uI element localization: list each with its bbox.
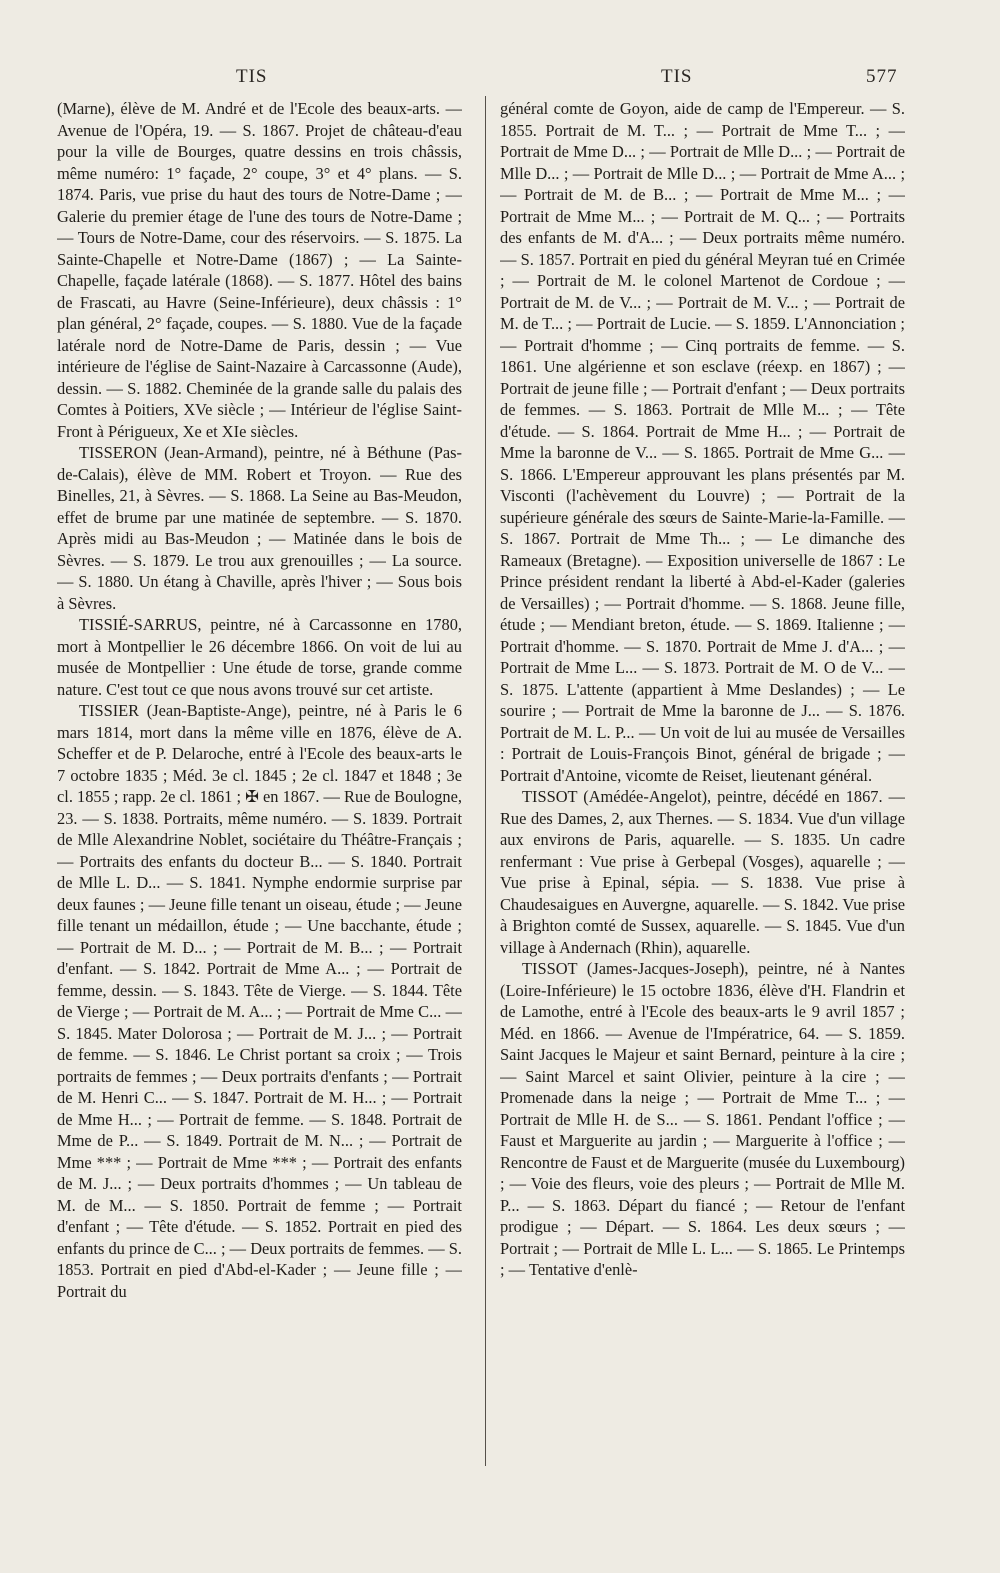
entry-tissier: TISSIER (Jean-Baptiste-Ange), peintre, né à Paris le 6 mars 1814, mort dans la même ville en 1876, élève de A. Scheffer et de P. Delaroche, entré à l'Ecole des beaux-arts le 7 octobre 1835 ; Méd. 3e cl. 1845 ; 2e cl. 1847 et 1848 ; 3e cl. 1855 ; rapp. 2e cl. 1861 ; ✠ en 1867. — Rue de Boulogne, 23. — S. 1838. Portraits, même numéro. — S. 1839. Portrait de Mlle Alexandrine Noblet, sociétaire du Théâtre-Français ; — Portraits des enfants du docteur B... — S. 1840. Portrait de Mlle L. D... — S. 1841. Nymphe endormie surprise par deux faunes ; — Jeune fille tenant un oiseau, étude ; — Jeune fille tenant un médaillon, étude ; — Une bacchante, étude ; — Portrait de M. D... ; — Portrait de M. B... ; — Portrait d'enfant. — S. 1842. Portrait de Mme A... ; — Portrait de femme, dessin. — S. 1843. Tête de Vierge. — S. 1844. Tête de Vierge ; — Portrait de M. A... ; — Portrait de Mme C... — S. 1845. Mater Dolorosa ; — Portrait de M. J... ; — Portrait de femme. — S. 1846. Le Christ portant sa croix ; — Trois portraits de femmes ; — Deux portraits d'enfants ; — Portrait de M. Henri C... — S. 1847. Portrait de M. H... ; — Portrait de Mme H... ; — Portrait de femme. — S. 1848. Portrait de Mme de P... — S. 1849. Portrait de M. N... ; — Portrait de Mme *** ; — Portrait de Mme *** ; — Portrait des enfants de M. J... ; — Deux portraits d'hommes ; — Un tableau de M. de M... — S. 1850. Portrait de femme ; — Portrait d'enfant ; — Tête d'étude. — S. 1852. Portrait en pied des enfants du prince de C... ; — Deux portraits de femmes. — S. 1853. Portrait en pied d'Abd-el-Kader ; — Jeune fille ; — Portrait du (57, 701, 462, 1301)
left-column (57, 98, 462, 1528)
entry-tissot-james: TISSOT (James-Jacques-Joseph), peintre, né à Nantes (Loire-Inférieure) le 15 octobre 1836, élève d'H. Flandrin et de Lamothe, entré à l'Ecole des beaux-arts le 9 avril 1857 ; Méd. en 1866. — Avenue de l'Impératrice, 64. — S. 1859. Saint Jacques le Majeur et saint Bernard, peinture à la cire ; — Saint Marcel et saint Olivier, peinture à la cire ; — Promenade dans la neige ; — Portrait de Mme T... ; — Portrait de Mlle H. de S... — S. 1861. Pendant l'office ; — Faust et Marguerite au jardin ; — Marguerite à l'office ; — Rencontre de Faust et de Marguerite (musée du Luxembourg) ; — Voie des fleurs, voie des pleurs ; — Portrait de Mlle M. P... — S. 1863. Départ du fiancé ; — Retour de l'enfant prodigue ; — Départ. — S. 1864. Les deux sœurs ; — Portrait ; — Portrait de Mlle L. L... — S. 1865. Le Printemps ; — Tentative d'enlè- (500, 959, 905, 1279)
entry-tissie-sarrus: TISSIÉ-SARRUS, peintre, né à Carcassonne en 1780, mort à Montpellier le 26 décembre 1866. On voit de lui au musée de Montpellier : Une étude de torse, grande comme nature. C'est tout ce que nous avons trouvé sur cet artiste. (57, 615, 462, 699)
column-divider (485, 96, 486, 1466)
left-running-head: TIS (236, 66, 268, 87)
right-column (500, 98, 905, 1498)
entry-tissot-amedee: TISSOT (Amédée-Angelot), peintre, décédé en 1867. — Rue des Dames, 2, aux Thernes. — S. 1834. Vue d'un village aux environs de Paris, aquarelle. — S. 1835. Un cadre renfermant : Vue prise à Gerbepal (Vosges), aquarelle ; — Vue prise à Epinal, sépia. — S. 1838. Vue prise à Chaudesaigues en Auvergne, aquarelle. — S. 1842. Vue prise à Brighton comté de Sussex, aquarelle. — S. 1845. Vue d'un village à Andernach (Rhin), aquarelle. (500, 787, 905, 957)
entry-tissier-continued: général comte de Goyon, aide de camp de l'Empereur. — S. 1855. Portrait de M. T... ; — Portrait de Mme T... ; — Portrait de Mme D... ; — Portrait de Mlle D... ; — Portrait de Mlle D... ; — Portrait de Mlle D... ; — Portrait de Mme A... ; — Portrait de M. de B... ; — Portrait de Mme M... ; — Portrait de Mme M... ; — Portrait de M. Q... ; — Portraits des enfants de M. d'A... ; — Deux portraits même numéro. — S. 1857. Portrait en pied du général Meyran tué en Crimée ; — Portrait de M. le colonel Martenot de Cordoue ; — Portrait de M. de V... ; — Portrait de M. V... ; — Portrait de M. de T... ; — Portrait de Lucie. — S. 1859. L'Annonciation ; — Portrait d'homme ; — Cinq portraits de femme. — S. 1861. Une algérienne et son esclave (réexp. en 1867) ; — Portrait de jeune fille ; — Portrait d'enfant ; — Deux portraits de femmes. — S. 1863. Portrait de Mlle M... ; — Tête d'étude. — S. 1864. Portrait de Mme H... ; — Portrait de Mme la baronne de V... — S. 1865. Portrait de Mme G... — S. 1866. L'Empereur approuvant les plans présentés par M. Visconti (l'achèvement du Louvre) ; — Portrait de la supérieure générale des sœurs de Sainte-Marie-la-Famille. — S. 1867. Portrait de Mme Th... ; — Le dimanche des Rameaux (Bretagne). — Exposition universelle de 1867 : Le Prince président rendant la liberté à Abd-el-Kader (galeries de Versailles) ; — Portrait d'homme. — S. 1868. Jeune fille, étude ; — Mendiant breton, étude. — S. 1869. Italienne ; — Portrait d'homme. — S. 1870. Portrait de Mme J. d'A... ; — Portrait de Mme L... — S. 1873. Portrait de M. O de V... — S. 1875. L'attente (appartient à Mme Deslandes) ; — Le sourire ; — Portrait de Mme la baronne de J... — S. 1876. Portrait de M. L. P... — Un voit de lui au musée de Versailles : Portrait de Louis-François Binot, général de brigade ; — Portrait d'Antoine, vicomte de Reiset, lieutenant général. (500, 99, 905, 785)
entry-tisseron: TISSERON (Jean-Armand), peintre, né à Béthune (Pas-de-Calais), élève de MM. Robert et Troyon. — Rue des Binelles, 21, à Sèvres. — S. 1868. La Seine au Bas-Meudon, effet de brume par une matinée de septembre. — S. 1870. Après midi au Bas-Meudon ; — Matinée dans le bois de Sèvres. — S. 1879. Le trou aux grenouilles ; — La source. — S. 1880. Un étang à Chaville, après l'hiver ; — Sous bois à Sèvres. (57, 443, 462, 613)
page-number: 577 (866, 66, 898, 87)
right-running-head: TIS (661, 66, 693, 87)
entry-continuation: (Marne), élève de M. André et de l'Ecole des beaux-arts. — Avenue de l'Opéra, 19. — S. 1867. Projet de château-d'eau pour la ville de Bourges, quatre dessins en trois châssis, même numéro: 1° façade, 2° coupe, 3° et 4° plans. — S. 1874. Paris, vue prise du haut des tours de Notre-Dame ; — Galerie du premier étage de l'une des tours de Notre-Dame ; — Tours de Notre-Dame, cour des réservoirs. — S. 1875. La Sainte-Chapelle et Notre-Dame (1867) ; — La Sainte-Chapelle, façade latérale (1868). — S. 1877. Hôtel des bains de Frascati, au Havre (Seine-Inférieure), deux châssis : 1° plan général, 2° façade, coupes. — S. 1880. Vue de la façade latérale nord de Notre-Dame de Paris, dessin ; — Vue intérieure de l'église de Saint-Nazaire à Carcassonne (Aude), dessin. — S. 1882. Cheminée de la grande salle du palais des Comtes à Poitiers, XVe siècle ; — Intérieur de l'église Saint-Front à Périgueux, Xe et XIe siècles. (57, 99, 462, 441)
